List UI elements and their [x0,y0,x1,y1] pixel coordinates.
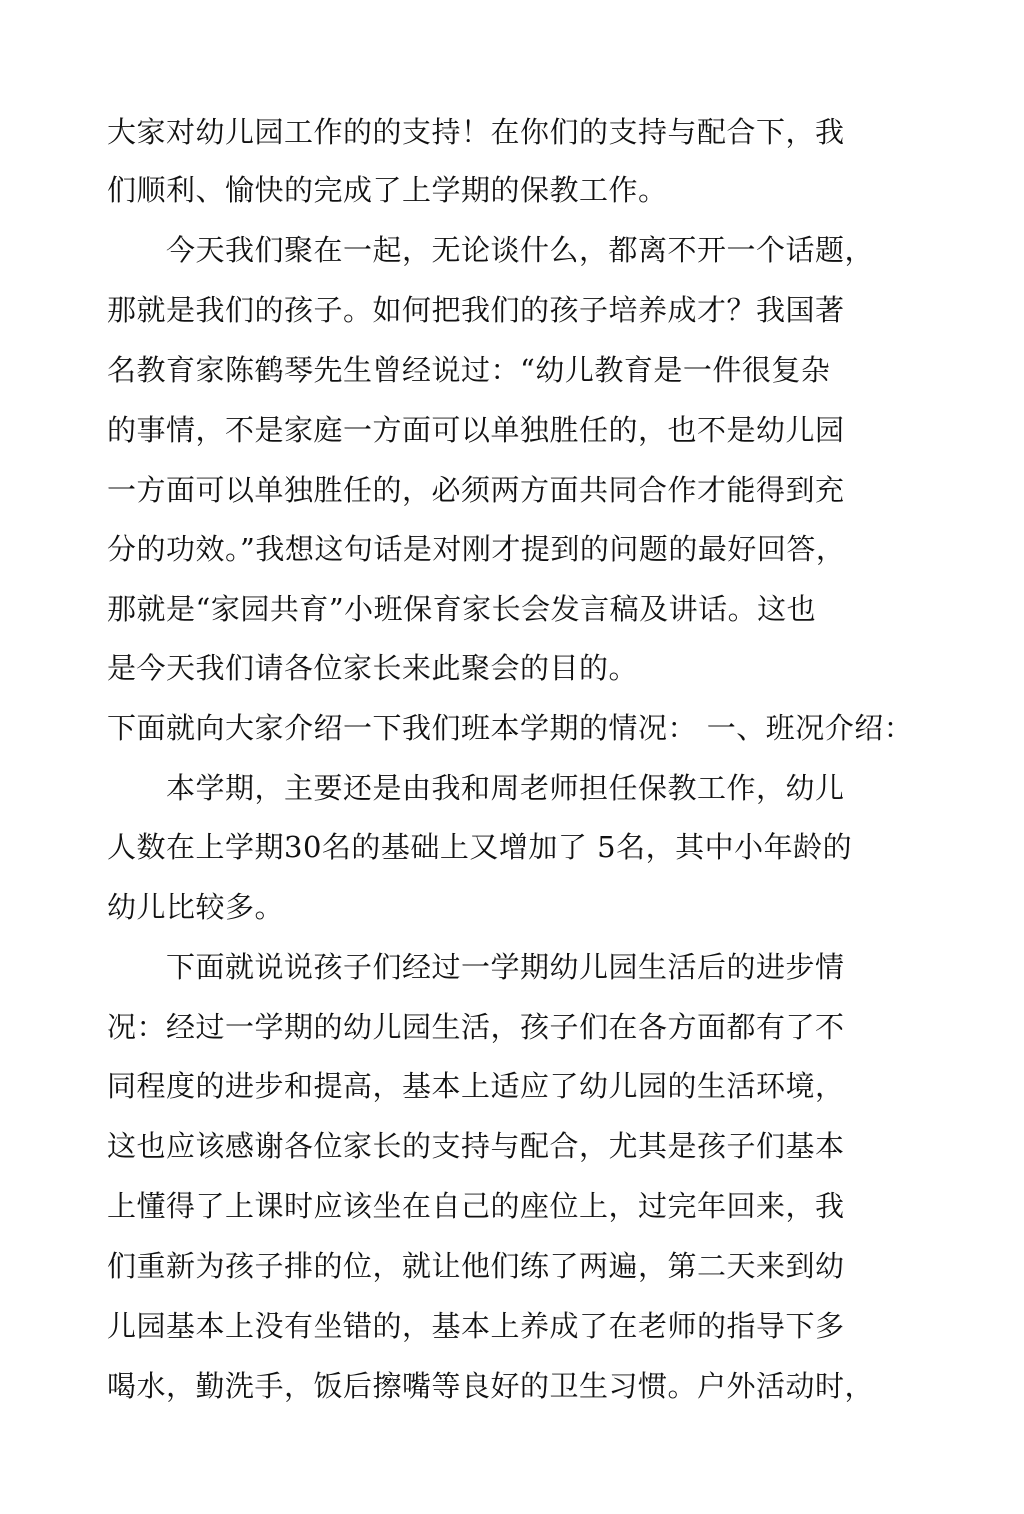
text-line: 分的功效。”我想这句话是对刚才提到的问题的最好回答， [107,532,846,566]
text-line: 是今天我们请各位家长来此聚会的目的。 [107,651,639,685]
text-line: 名教育家陈鹤琴先生曾经说过：“幼儿教育是一件很复杂 [107,353,831,387]
text-line: 喝水，勤洗手，饭后擦嘴等良好的卫生习惯。户外活动时， [107,1369,875,1403]
section-heading-line: 下面就向大家介绍一下我们班本学期的情况： 一、班况介绍： [107,711,914,745]
text-line: 儿园基本上没有坐错的，基本上养成了在老师的指导下多 [107,1309,845,1343]
text-line: 同程度的进步和提高，基本上适应了幼儿园的生活环境， [107,1069,845,1103]
text-line: 的事情，不是家庭一方面可以单独胜任的，也不是幼儿园 [107,413,845,447]
text-line: 上懂得了上课时应该坐在自己的座位上，过完年回来，我 [107,1189,845,1223]
text-line: 这也应该感谢各位家长的支持与配合，尤其是孩子们基本 [107,1129,845,1163]
text-line: 们顺利、愉快的完成了上学期的保教工作。 [107,173,668,207]
text-line: 一方面可以单独胜任的，必须两方面共同合作才能得到充 [107,473,845,507]
text-line: 今天我们聚在一起，无论谈什么，都离不开一个话题， [107,233,875,267]
text-line: 况：经过一学期的幼儿园生活，孩子们在各方面都有了不 [107,1010,845,1044]
text-line: 本学期，主要还是由我和周老师担任保教工作，幼儿 [107,771,845,805]
text-line: 幼儿比较多。 [107,890,285,924]
text-line: 大家对幼儿园工作的的支持！在你们的支持与配合下，我 [107,115,845,149]
text-line: 那就是我们的孩子。如何把我们的孩子培养成才？我国著 [107,293,845,327]
text-line: 那就是“家园共育”小班保育家长会发言稿及讲话。这也 [107,592,817,626]
text-line: 下面就说说孩子们经过一学期幼儿园生活后的进步情 [107,950,845,984]
text-line: 人数在上学期30名的基础上又增加了 5名，其中小年龄的 [107,830,853,864]
text-line: 们重新为孩子排的位，就让他们练了两遍，第二天来到幼 [107,1249,845,1283]
